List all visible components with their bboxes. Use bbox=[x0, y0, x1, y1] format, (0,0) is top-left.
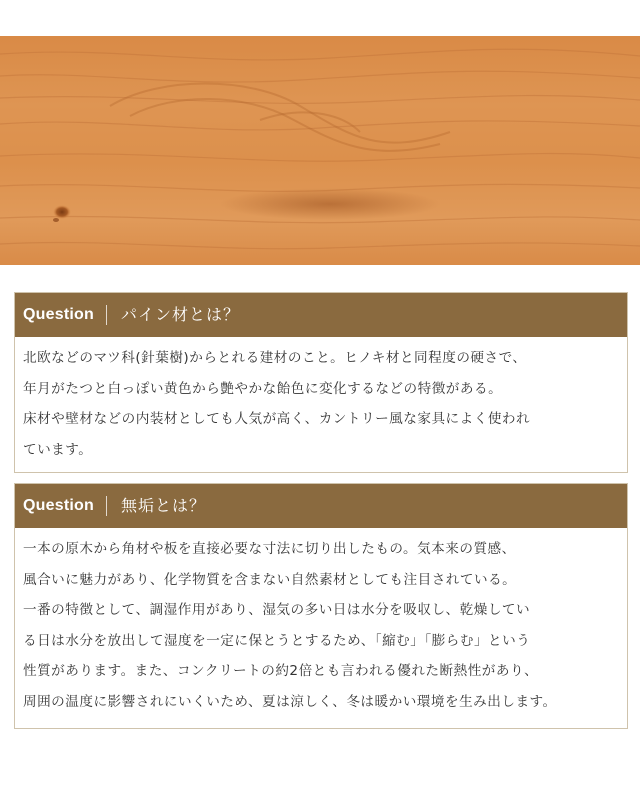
question-title: 無垢とは？ bbox=[120, 496, 206, 515]
answer-text bbox=[15, 337, 627, 469]
qa-solid-wood bbox=[14, 483, 628, 729]
answer-line: 一本の原木から角材や板を直接必要な寸法に切り出したもの。気本来の質感、 bbox=[23, 541, 516, 557]
answer-line: 周囲の温度に影響されにいくいため、夏は涼しく、冬は暖かい環境を生み出します。 bbox=[23, 693, 557, 710]
answer-line: 風合いに魅力があり、化学物質を含まない自然素材としても注目されている。 bbox=[23, 571, 517, 588]
answer-text bbox=[15, 528, 627, 721]
answer-line: 年月がたつと白っぽい黄色から艶やかな飴色に変化するなどの特徴がある。 bbox=[23, 380, 503, 397]
answer-line: 床材や壁材などの内装材としても人気が高く、カントリー風な家具によく使われ bbox=[23, 411, 531, 427]
qa-pine-wood bbox=[14, 292, 628, 473]
question-label: Question bbox=[15, 496, 107, 516]
pine-wood-photo bbox=[0, 36, 640, 265]
answer-line: 北欧などのマツ科(針葉樹)からとれる建材のこと。ヒノキ材と同程度の硬さで、 bbox=[23, 350, 527, 366]
answer-line: 一番の特徴として、調湿作用があり、湿気の多い日は水分を吸収し、乾燥してい bbox=[23, 602, 531, 618]
question-title: パイン材とは？ bbox=[120, 305, 240, 324]
answer-line: ています。 bbox=[23, 441, 93, 458]
question-label: Question bbox=[15, 305, 107, 325]
qa-header bbox=[15, 484, 627, 528]
answer-line: 性質があります。また、コンクリートの約2倍とも言われる優れた断熱性があり、 bbox=[23, 663, 539, 679]
qa-header bbox=[15, 293, 627, 337]
answer-line: る日は水分を放出して湿度を一定に保とうとするため、「縮む」「膨らむ」という bbox=[23, 632, 531, 649]
